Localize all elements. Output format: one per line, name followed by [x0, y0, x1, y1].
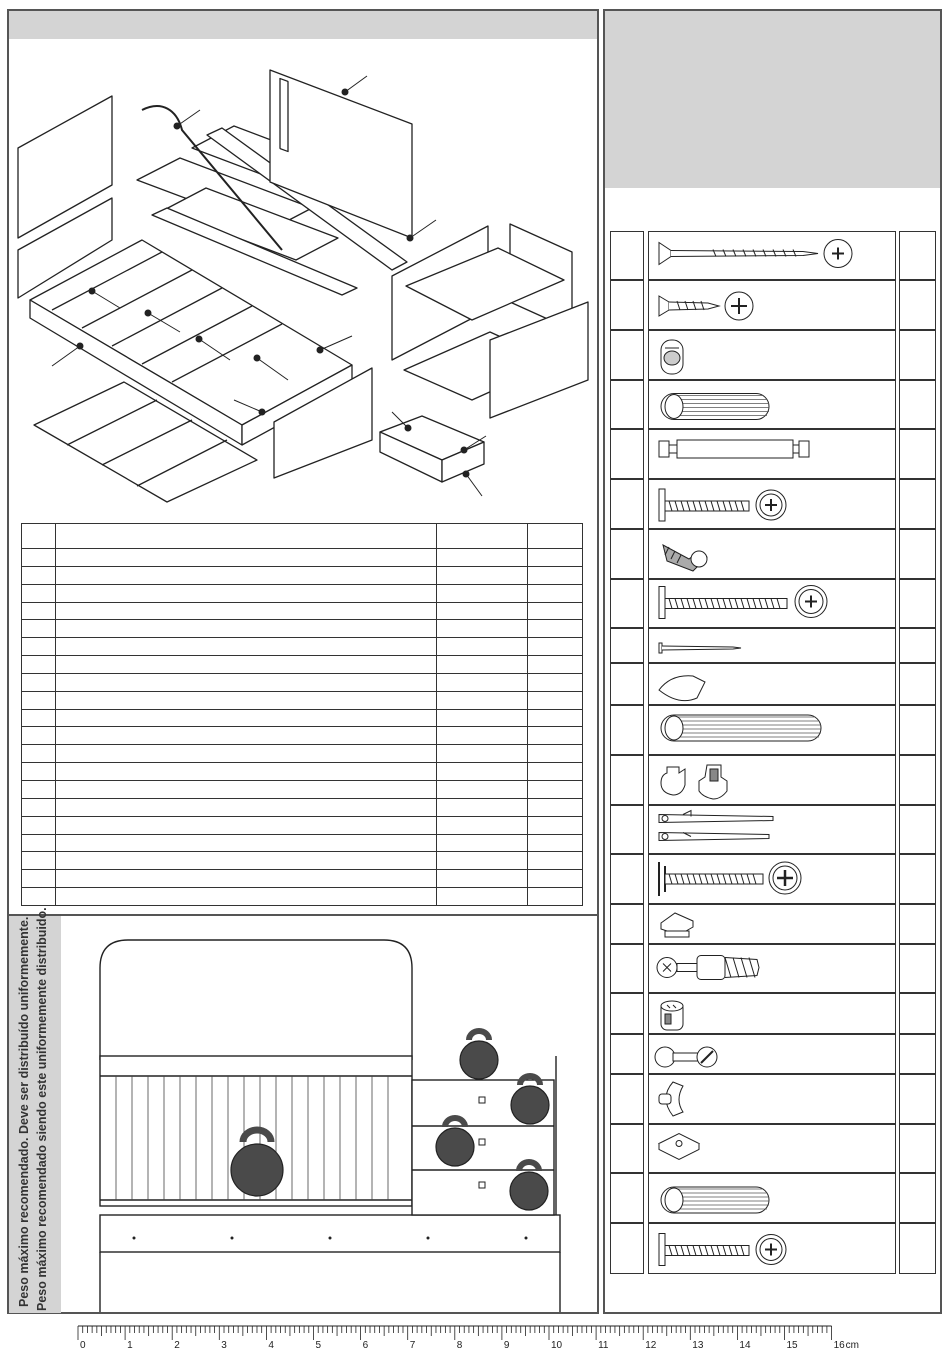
- ruler-label: 8: [456, 1340, 463, 1351]
- table-row: [22, 709, 583, 727]
- hardware-id-cell: [610, 805, 644, 854]
- weight-note-es: Peso máximo recomendado siendo este uniformemente distribuido.: [35, 907, 49, 1311]
- hardware-image-cell: [648, 1173, 896, 1223]
- table-header-cell: [56, 524, 437, 549]
- hardware-qty-cell: [899, 705, 936, 755]
- hardware-row: [610, 380, 936, 429]
- hardware-id-cell: [610, 628, 644, 663]
- hardware-id-cell: [610, 429, 644, 479]
- headboard-outline: [100, 940, 412, 1060]
- hardware-qty-cell: [899, 805, 936, 854]
- hardware-row: [610, 1173, 936, 1223]
- ruler-label: 14: [739, 1340, 751, 1351]
- table-header-cell: [22, 524, 56, 549]
- hardware-id-cell: [610, 854, 644, 904]
- hardware-id-cell: [610, 755, 644, 805]
- ruler-label: 4: [268, 1340, 274, 1351]
- table-row: [22, 816, 583, 834]
- hardware-image-cell: [648, 579, 896, 628]
- hardware-id-cell: [610, 1074, 644, 1124]
- hardware-row: [610, 993, 936, 1034]
- hardware-image-cell: [648, 628, 896, 663]
- hardware-image-cell: [648, 904, 896, 944]
- hardware-qty-cell: [899, 479, 936, 529]
- hardware-row: [610, 805, 936, 854]
- table-row: [22, 727, 583, 745]
- cam-bolt-icon: [649, 945, 895, 992]
- weight-note-pt: Peso máximo recomendado. Deve ser distribuído uniformemente.: [17, 916, 31, 1307]
- hardware-image-cell: [648, 1034, 896, 1074]
- table-row: [22, 638, 583, 656]
- cabinet-front: [490, 302, 588, 418]
- weight-distribution-diagram: [64, 920, 594, 1312]
- hardware-row: [610, 663, 936, 705]
- hardware-row: [610, 944, 936, 993]
- hardware-image-cell: [648, 1074, 896, 1124]
- shelf-support-icon: [649, 756, 895, 804]
- hardware-id-cell: [610, 1124, 644, 1173]
- exploded-assembly-diagram: [12, 40, 592, 520]
- ruler-label: 9: [503, 1340, 510, 1351]
- hardware-qty-cell: [899, 380, 936, 429]
- table-row: [22, 888, 583, 906]
- hardware-qty-cell: [899, 529, 936, 579]
- cam-lock-icon: [649, 331, 895, 379]
- ruler-label: 7: [409, 1340, 416, 1351]
- ruler-label: 5: [315, 1340, 322, 1351]
- hardware-qty-cell: [899, 854, 936, 904]
- hardware-id-cell: [610, 579, 644, 628]
- long-machine-screw-icon: [649, 580, 895, 627]
- ruler-label: 12: [645, 1340, 657, 1351]
- hardware-list: [610, 231, 936, 1274]
- hardware-qty-cell: [899, 944, 936, 993]
- hardware-image-cell: [648, 993, 896, 1034]
- table-header-cell: [528, 524, 583, 549]
- ruler-unit: cm: [845, 1340, 859, 1351]
- hardware-qty-cell: [899, 429, 936, 479]
- hardware-image-cell: [648, 854, 896, 904]
- hardware-image-cell: [648, 380, 896, 429]
- hardware-row: [610, 330, 936, 380]
- hardware-image-cell: [648, 231, 896, 280]
- hardware-qty-cell: [899, 663, 936, 705]
- hardware-row: [610, 429, 936, 479]
- hardware-qty-cell: [899, 904, 936, 944]
- table-row: [22, 745, 583, 763]
- connector-bolt-icon: [649, 430, 895, 478]
- hardware-id-cell: [610, 993, 644, 1034]
- plastic-anchor-icon: [649, 530, 895, 578]
- hardware-qty-cell: [899, 579, 936, 628]
- hardware-row: [610, 904, 936, 944]
- table-row: [22, 673, 583, 691]
- flat-head-bolt-icon: [649, 855, 895, 903]
- ruler-label: 15: [786, 1340, 798, 1351]
- hardware-id-cell: [610, 330, 644, 380]
- hardware-row: [610, 529, 936, 579]
- ruler-label: 16: [833, 1340, 845, 1351]
- hardware-image-cell: [648, 805, 896, 854]
- hardware-qty-cell: [899, 1034, 936, 1074]
- square-cap-icon: [649, 905, 895, 943]
- measurement-ruler: [74, 1324, 874, 1354]
- hardware-qty-cell: [899, 231, 936, 280]
- hardware-id-cell: [610, 1223, 644, 1274]
- hardware-row: [610, 854, 936, 904]
- hardware-id-cell: [610, 529, 644, 579]
- hardware-id-cell: [610, 944, 644, 993]
- hardware-image-cell: [648, 479, 896, 529]
- ruler-label: 3: [221, 1340, 227, 1351]
- hardware-row: [610, 579, 936, 628]
- square-plate-icon: [649, 1125, 895, 1172]
- hardware-row: [610, 628, 936, 663]
- ruler-label: 0: [80, 1340, 86, 1351]
- table-row: [22, 584, 583, 602]
- hardware-qty-cell: [899, 280, 936, 330]
- hardware-row: [610, 231, 936, 280]
- hardware-qty-cell: [899, 1074, 936, 1124]
- table-row: [22, 834, 583, 852]
- hardware-id-cell: [610, 280, 644, 330]
- hardware-image-cell: [648, 1223, 896, 1274]
- hardware-image-cell: [648, 529, 896, 579]
- machine-screw-icon: [649, 1224, 895, 1273]
- ruler-label: 6: [362, 1340, 369, 1351]
- section-divider: [9, 914, 597, 916]
- ruler-label: 11: [598, 1340, 609, 1351]
- short-wood-screw-icon: [649, 281, 895, 329]
- hardware-id-cell: [610, 663, 644, 705]
- hardware-id-cell: [610, 904, 644, 944]
- hardware-row: [610, 1074, 936, 1124]
- wood-dowel-icon: [649, 1174, 895, 1222]
- hardware-id-cell: [610, 479, 644, 529]
- right-panel-header: [605, 11, 940, 188]
- hardware-image-cell: [648, 429, 896, 479]
- hardware-row: [610, 1223, 936, 1274]
- ruler-label: 10: [551, 1340, 563, 1351]
- hardware-qty-cell: [899, 1124, 936, 1173]
- hardware-qty-cell: [899, 330, 936, 380]
- ruler-label: 1: [127, 1340, 133, 1351]
- long-wood-screw-icon: [649, 232, 895, 279]
- table-row: [22, 870, 583, 888]
- hardware-qty-cell: [899, 755, 936, 805]
- hardware-image-cell: [648, 705, 896, 755]
- hardware-row: [610, 479, 936, 529]
- table-row: [22, 780, 583, 798]
- table-row: [22, 691, 583, 709]
- hardware-row: [610, 755, 936, 805]
- parts-list-table: [21, 523, 583, 906]
- hardware-image-cell: [648, 280, 896, 330]
- wood-dowel-icon: [649, 381, 895, 428]
- hardware-image-cell: [648, 330, 896, 380]
- table-header-cell: [437, 524, 528, 549]
- table-row: [22, 656, 583, 674]
- table-row: [22, 566, 583, 584]
- small-cam-lock-icon: [649, 994, 895, 1033]
- left-panel-header: [9, 11, 597, 39]
- hardware-row: [610, 280, 936, 330]
- hardware-image-cell: [648, 755, 896, 805]
- long-dowel-icon: [649, 706, 895, 754]
- hardware-qty-cell: [899, 628, 936, 663]
- hardware-qty-cell: [899, 1223, 936, 1274]
- table-row: [22, 620, 583, 638]
- hardware-id-cell: [610, 1173, 644, 1223]
- hardware-qty-cell: [899, 993, 936, 1034]
- hardware-id-cell: [610, 705, 644, 755]
- hardware-image-cell: [648, 1124, 896, 1173]
- ruler-label: 13: [692, 1340, 704, 1351]
- table-row: [22, 763, 583, 781]
- machine-screw-icon: [649, 480, 895, 528]
- nail-icon: [649, 629, 895, 662]
- bed-base: [100, 1215, 560, 1252]
- bracket-clip-icon: [649, 1075, 895, 1123]
- table-row: [22, 602, 583, 620]
- kettlebell-icon: [460, 1031, 498, 1079]
- barrel-nut-icon: [649, 1035, 895, 1073]
- hardware-id-cell: [610, 231, 644, 280]
- hardware-row: [610, 1124, 936, 1173]
- table-row: [22, 549, 583, 567]
- hardware-image-cell: [648, 944, 896, 993]
- ruler-label: 2: [174, 1340, 180, 1351]
- drawer-slide-icon: [649, 806, 895, 853]
- felt-pad-icon: [649, 664, 895, 704]
- table-row: [22, 798, 583, 816]
- hardware-row: [610, 705, 936, 755]
- hardware-qty-cell: [899, 1173, 936, 1223]
- hardware-row: [610, 1034, 936, 1074]
- table-row: [22, 852, 583, 870]
- hardware-id-cell: [610, 1034, 644, 1074]
- hardware-id-cell: [610, 380, 644, 429]
- hardware-image-cell: [648, 663, 896, 705]
